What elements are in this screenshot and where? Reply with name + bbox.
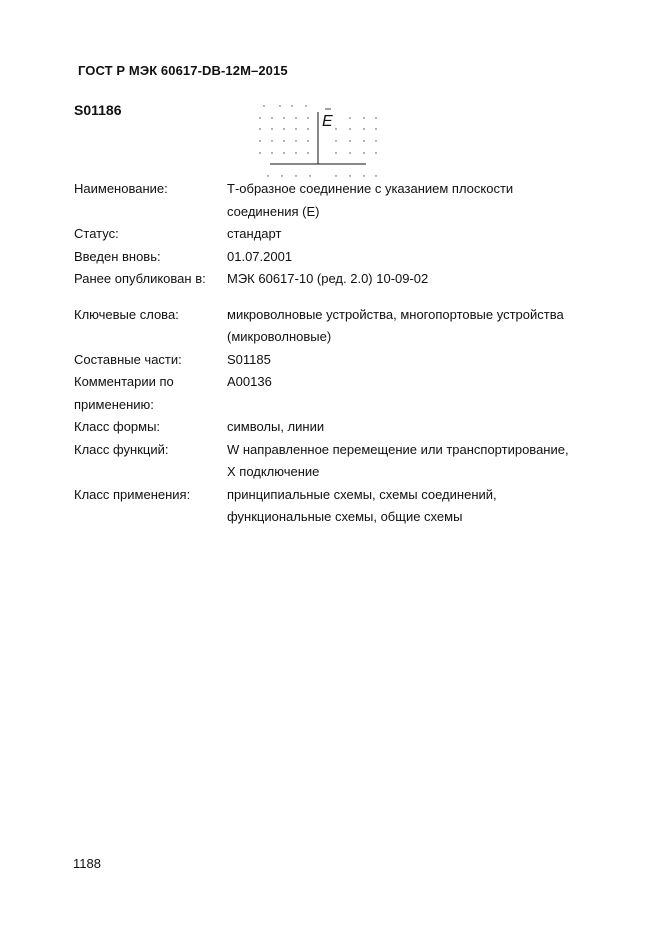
value-line: A00136 <box>227 374 272 389</box>
document-header: ГОСТ Р МЭК 60617-DB-12M–2015 <box>78 63 288 78</box>
field-shape-class-row <box>74 416 614 439</box>
field-value <box>227 246 614 269</box>
field-value <box>227 371 614 394</box>
field-label: Ранее опубликован в: <box>74 271 206 286</box>
symbol-properties <box>74 178 614 529</box>
field-application-notes-row <box>74 371 614 416</box>
field-introduced-row <box>74 246 614 269</box>
field-value <box>227 268 614 291</box>
page-number: 1188 <box>73 856 101 871</box>
value-line: S01185 <box>227 351 271 367</box>
field-application-class-row <box>74 484 614 529</box>
field-label: Составные части: <box>74 351 182 367</box>
value-line: микроволновые устройства, многопортовые устройства <box>227 306 564 322</box>
field-status-row <box>74 223 614 246</box>
field-label <box>74 371 227 416</box>
value-line: принципиальные схемы, схемы соединений, <box>227 486 497 502</box>
value-line: символы, линии <box>227 419 325 434</box>
value-line: МЭК 60617-10 (ред. 2.0) 10-09-02 <box>227 271 429 286</box>
field-label: Введен вновь: <box>74 248 161 264</box>
value-line: функциональные схемы, общие схемы <box>227 509 463 524</box>
field-keywords-row <box>74 304 614 349</box>
field-label: Класс формы: <box>74 419 161 434</box>
label-line: Комментарии по <box>74 374 174 389</box>
label-line: применению: <box>74 396 154 412</box>
field-previously-published-row <box>74 268 614 291</box>
field-name-row <box>74 178 614 223</box>
value-line: соединения (Е) <box>227 203 320 219</box>
field-value <box>227 178 614 223</box>
value-line: стандарт <box>227 226 282 241</box>
value-line: 01.07.2001 <box>227 248 293 264</box>
value-line: W направленное перемещение или транспортирование, <box>227 441 569 457</box>
field-value <box>227 304 614 349</box>
field-function-class-row <box>74 439 614 484</box>
field-value <box>227 416 614 439</box>
symbol-code: S01186 <box>74 102 122 118</box>
field-value <box>227 223 614 246</box>
value-line: X подключение <box>227 464 320 479</box>
field-label: Класс применения: <box>74 486 191 502</box>
t-junction-symbol-diagram <box>252 100 382 180</box>
field-label: Статус: <box>74 226 119 241</box>
field-label: Класс функций: <box>74 441 169 457</box>
field-value <box>227 349 614 372</box>
value-line: Т-образное соединение с указанием плоскости <box>227 181 514 196</box>
field-label: Наименование: <box>74 181 168 196</box>
field-components-row <box>74 349 614 372</box>
value-line: (микроволновые) <box>227 329 332 344</box>
field-label: Ключевые слова: <box>74 306 179 322</box>
field-value <box>227 439 614 484</box>
plane-label: E <box>322 113 333 130</box>
field-value <box>227 484 614 529</box>
